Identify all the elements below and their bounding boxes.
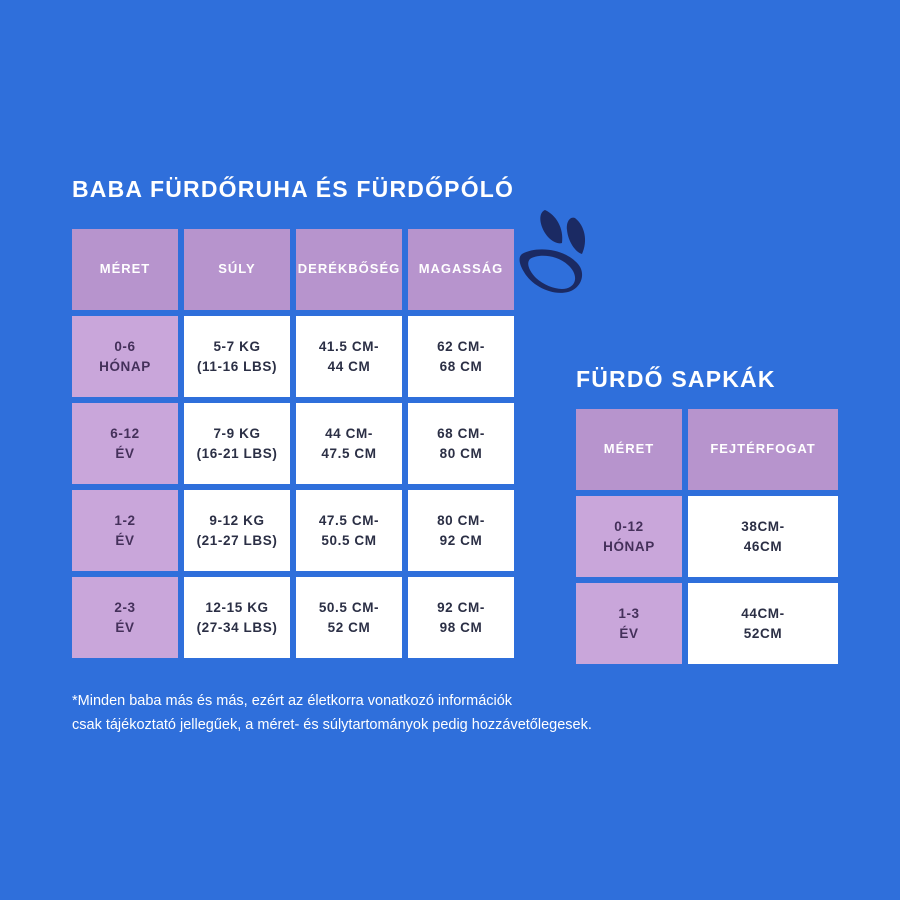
cell-text: 1-3 [618,605,640,621]
table-header-height: MAGASSÁG [408,229,514,310]
cell-text: 68 CM [439,358,483,374]
table-row [184,490,290,571]
table-row [408,403,514,484]
table-row [408,316,514,397]
cell-text: 50.5 CM- [318,599,380,615]
cell-text: 44 CM- [325,425,373,441]
table-row [688,496,838,577]
table-row [408,577,514,658]
table-row [576,583,682,664]
cell-text: 50.5 CM [321,532,377,548]
cell-text: 52CM [743,625,783,641]
cell-text: 92 CM [439,532,483,548]
cell-text: ÉV [115,619,135,635]
cell-text: HÓNAP [603,538,655,554]
cell-text: (27-34 LBS) [196,619,278,635]
table-row [688,583,838,664]
table-row [72,490,178,571]
table-header-waist: DERÉKBŐSÉG [296,229,402,310]
cell-text: 92 CM- [437,599,485,615]
caps-size-table [576,409,838,664]
cell-text: 9-12 KG [209,512,265,528]
table-row [408,490,514,571]
cell-text: (21-27 LBS) [196,532,278,548]
cell-text: 1-2 [114,512,136,528]
cell-text: 5-7 KG [213,338,261,354]
table-header-weight: SÚLY [184,229,290,310]
footnote [72,690,712,738]
cell-text: 7-9 KG [213,425,261,441]
table-row [296,490,402,571]
swimwear-size-table [72,229,514,658]
cell-text: ÉV [115,445,135,461]
caps-table-header-size: MÉRET [576,409,682,490]
cell-text: 44CM- [741,605,785,621]
cell-text: 52 CM [327,619,371,635]
footnote-line-2: csak tájékoztató jellegűek, a méret- és súlytartományok pedig hozzávetőlegesek. [72,716,592,733]
cell-text: 2-3 [114,599,136,615]
table-row [296,403,402,484]
caps-section-title: FÜRDŐ SAPKÁK [576,366,776,392]
table-row [72,316,178,397]
table-header-size: MÉRET [72,229,178,310]
cell-text: 68 CM- [437,425,485,441]
cell-text: (16-21 LBS) [196,445,278,461]
cell-text: 38CM- [741,518,785,534]
cell-text: 47.5 CM [321,445,377,461]
table-row [296,577,402,658]
page-title: BABA FÜRDŐRUHA ÉS FÜRDŐPÓLÓ [72,176,515,202]
cell-text: (11-16 LBS) [196,358,278,374]
cell-text: HÓNAP [99,358,151,374]
cell-text: 46CM [743,538,783,554]
cell-text: ÉV [115,532,135,548]
table-row [72,577,178,658]
table-row [72,403,178,484]
table-row [296,316,402,397]
cell-text: 98 CM [439,619,483,635]
cell-text: 47.5 CM- [318,512,380,528]
cell-text: 44 CM [327,358,371,374]
cell-text: 6-12 [110,425,140,441]
cell-text: 12-15 KG [205,599,269,615]
table-row [184,577,290,658]
cell-text: 80 CM [439,445,483,461]
table-row [576,496,682,577]
table-row [184,316,290,397]
cell-text: 80 CM- [437,512,485,528]
cell-text: ÉV [619,625,639,641]
caps-table-header-circumference: FEJTÉRFOGAT [688,409,838,490]
table-row [184,403,290,484]
footnote-line-1: *Minden baba más és más, ezért az életkorra vonatkozó információk [72,693,513,709]
cell-text: 0-6 [114,338,136,354]
cell-text: 62 CM- [437,338,485,354]
cell-text: 0-12 [614,518,644,534]
water-splash-icon [512,196,632,316]
cell-text: 41.5 CM- [318,338,380,354]
